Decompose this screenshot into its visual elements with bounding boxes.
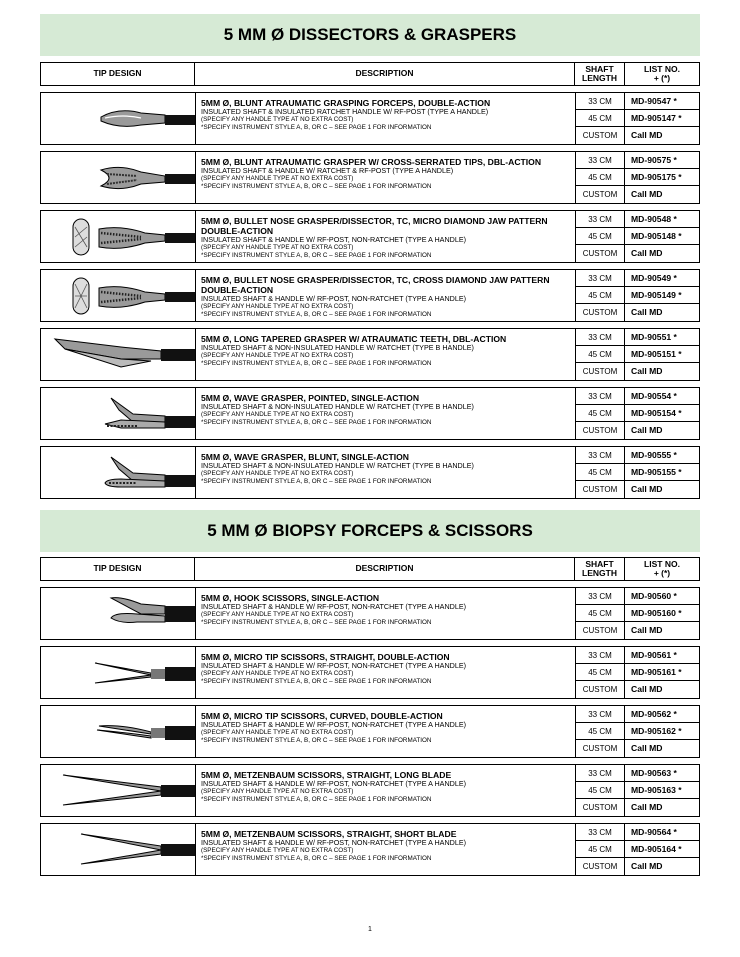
list-number-call: Call MD <box>631 743 663 753</box>
product-detail: INSULATED SHAFT & HANDLE W/ RF-POST, NON-RATCHET (TYPE A HANDLE) <box>201 235 467 244</box>
shaft-length-45: 45 CM <box>575 782 625 799</box>
shaft-length-33: 33 CM <box>575 152 625 169</box>
product-detail: INSULATED SHAFT & NON-INSULATED HANDLE W/ RATCHET (TYPE B HANDLE) <box>201 343 474 352</box>
shaft-length-custom: CUSTOM <box>575 422 625 439</box>
style-note: *SPECIFY INSTRUMENT STYLE A, B, OR C – SEE PAGE 1 FOR INFORMATION <box>201 795 432 803</box>
product-title: 5MM Ø, BLUNT ATRAUMATIC GRASPING FORCEPS, DOUBLE-ACTION <box>201 98 491 108</box>
style-note: *SPECIFY INSTRUMENT STYLE A, B, OR C – SEE PAGE 1 FOR INFORMATION <box>201 618 432 626</box>
product-title: 5MM Ø, WAVE GRASPER, BLUNT, SINGLE-ACTION <box>201 452 410 462</box>
table-row <box>40 823 700 876</box>
tip-design-cell <box>41 824 196 875</box>
table-row <box>40 210 700 263</box>
wave-grasper-blunt-icon <box>41 447 196 500</box>
list-number: MD-90564 * <box>625 824 699 841</box>
shaft-length-custom: CUSTOM <box>575 740 625 757</box>
list-number: MD-90561 * <box>625 647 699 664</box>
shaft-length-header: SHAFT LENGTH <box>575 558 625 580</box>
shaft-length-45: 45 CM <box>575 723 625 740</box>
page-number: 1 <box>368 926 372 933</box>
shaft-length-custom: CUSTOM <box>575 304 625 321</box>
product-title: 5MM Ø, WAVE GRASPER, POINTED, SINGLE-ACTION <box>201 393 420 403</box>
tip-design-cell <box>41 647 196 698</box>
shaft-length-45: 45 CM <box>575 110 625 127</box>
table-row <box>40 764 700 817</box>
product-title: 5MM Ø, LONG TAPERED GRASPER W/ ATRAUMATIC TEETH, DBL-ACTION <box>201 334 507 344</box>
long-tapered-grasper-icon <box>41 329 196 382</box>
list-number: MD-90555 * <box>625 447 699 464</box>
description-cell <box>201 711 571 744</box>
description-cell <box>201 98 571 131</box>
handle-note: (SPECIFY ANY HANDLE TYPE AT NO EXTRA COST) <box>201 175 354 183</box>
shaft-length-custom: CUSTOM <box>575 799 625 816</box>
tip-design-cell <box>41 588 196 639</box>
list-number: MD-90549 * <box>625 270 699 287</box>
product-detail: INSULATED SHAFT & INSULATED RATCHET HANDLE W/ RF-POST (TYPE A HANDLE) <box>201 107 489 116</box>
list-number: MD-90575 * <box>625 152 699 169</box>
list-number: MD-90562 * <box>625 706 699 723</box>
tip-design-cell <box>41 270 196 321</box>
list-number: MD-90547 * <box>625 93 699 110</box>
shaft-length-custom: CUSTOM <box>575 127 625 144</box>
list-number-call: Call MD <box>631 684 663 694</box>
shaft-length-45: 45 CM <box>575 287 625 304</box>
shaft-length-33: 33 CM <box>575 647 625 664</box>
list-number: MD-905175 * <box>625 169 699 186</box>
description-cell <box>201 593 571 626</box>
tip-design-cell <box>41 765 196 816</box>
shaft-length-33: 33 CM <box>575 588 625 605</box>
metzenbaum-long-blade-icon <box>41 765 196 818</box>
style-note: *SPECIFY INSTRUMENT STYLE A, B, OR C – SEE PAGE 1 FOR INFORMATION <box>201 359 432 367</box>
list-number-call: Call MD <box>631 307 663 317</box>
tip-design-cell <box>41 93 196 144</box>
shaft-length-33: 33 CM <box>575 706 625 723</box>
table-row <box>40 646 700 699</box>
list-no-header: LIST NO. + (*) <box>644 558 680 578</box>
style-note: *SPECIFY INSTRUMENT STYLE A, B, OR C – SEE PAGE 1 FOR INFORMATION <box>201 123 432 131</box>
shaft-length-45: 45 CM <box>575 405 625 422</box>
table-row <box>40 446 700 499</box>
list-number: MD-905163 * <box>625 782 699 799</box>
tip-design-cell <box>41 447 196 498</box>
product-title: 5MM Ø, METZENBAUM SCISSORS, STRAIGHT, LONG BLADE <box>201 770 452 780</box>
handle-note: (SPECIFY ANY HANDLE TYPE AT NO EXTRA COST) <box>201 411 354 419</box>
tip-design-cell <box>41 388 196 439</box>
description-cell <box>201 275 571 318</box>
list-number-call: Call MD <box>631 484 663 494</box>
list-number: MD-90560 * <box>625 588 699 605</box>
shaft-length-45: 45 CM <box>575 605 625 622</box>
tip-design-cell <box>41 329 196 380</box>
product-detail: INSULATED SHAFT & NON-INSULATED HANDLE W/ RATCHET (TYPE B HANDLE) <box>201 402 474 411</box>
list-number: MD-905147 * <box>625 110 699 127</box>
shaft-length-custom: CUSTOM <box>575 622 625 639</box>
handle-note: (SPECIFY ANY HANDLE TYPE AT NO EXTRA COST) <box>201 847 354 855</box>
tip-design-cell <box>41 706 196 757</box>
handle-note: (SPECIFY ANY HANDLE TYPE AT NO EXTRA COST) <box>201 611 354 619</box>
shaft-length-custom: CUSTOM <box>575 858 625 875</box>
shaft-length-header: SHAFT LENGTH <box>575 63 625 85</box>
shaft-length-custom: CUSTOM <box>575 481 625 498</box>
list-number: MD-90548 * <box>625 211 699 228</box>
handle-note: (SPECIFY ANY HANDLE TYPE AT NO EXTRA COST) <box>201 729 354 737</box>
shaft-length-custom: CUSTOM <box>575 363 625 380</box>
table-row <box>40 705 700 758</box>
style-note: *SPECIFY INSTRUMENT STYLE A, B, OR C – SEE PAGE 1 FOR INFORMATION <box>201 736 432 744</box>
section-title-dissectors: 5 MM Ø DISSECTORS & GRASPERS <box>40 14 700 56</box>
product-detail: INSULATED SHAFT & HANDLE W/ RF-POST, NON-RATCHET (TYPE A HANDLE) <box>201 294 467 303</box>
shaft-length-45: 45 CM <box>575 464 625 481</box>
product-detail: INSULATED SHAFT & HANDLE W/ RATCHET & RF-POST (TYPE A HANDLE) <box>201 166 454 175</box>
hook-scissors-icon <box>41 588 196 641</box>
handle-note: (SPECIFY ANY HANDLE TYPE AT NO EXTRA COST) <box>201 788 354 796</box>
list-number: MD-905149 * <box>625 287 699 304</box>
product-title: 5MM Ø, MICRO TIP SCISSORS, CURVED, DOUBLE-ACTION <box>201 711 443 721</box>
cross-diamond-jaw-icon <box>41 270 196 323</box>
product-detail: INSULATED SHAFT & NON-INSULATED HANDLE W/ RATCHET (TYPE B HANDLE) <box>201 461 474 470</box>
wave-grasper-pointed-icon <box>41 388 196 441</box>
product-title: 5MM Ø, METZENBAUM SCISSORS, STRAIGHT, SHORT BLADE <box>201 829 457 839</box>
table-row <box>40 92 700 145</box>
list-number-call: Call MD <box>631 130 663 140</box>
shaft-length-45: 45 CM <box>575 346 625 363</box>
style-note: *SPECIFY INSTRUMENT STYLE A, B, OR C – SEE PAGE 1 FOR INFORMATION <box>201 418 432 426</box>
list-number-call: Call MD <box>631 861 663 871</box>
table-row <box>40 269 700 322</box>
shaft-length-45: 45 CM <box>575 228 625 245</box>
shaft-length-33: 33 CM <box>575 93 625 110</box>
shaft-length-33: 33 CM <box>575 765 625 782</box>
product-detail: INSULATED SHAFT & HANDLE W/ RF-POST, NON-RATCHET (TYPE A HANDLE) <box>201 720 467 729</box>
style-note: *SPECIFY INSTRUMENT STYLE A, B, OR C – SEE PAGE 1 FOR INFORMATION <box>201 310 432 318</box>
product-title: 5MM Ø, BLUNT ATRAUMATIC GRASPER W/ CROSS-SERRATED TIPS, DBL-ACTION <box>201 157 542 167</box>
shaft-length-33: 33 CM <box>575 270 625 287</box>
description-cell <box>201 829 571 862</box>
shaft-length-33: 33 CM <box>575 211 625 228</box>
handle-note: (SPECIFY ANY HANDLE TYPE AT NO EXTRA COST) <box>201 352 354 360</box>
metzenbaum-short-blade-icon <box>41 824 196 877</box>
list-number: MD-905164 * <box>625 841 699 858</box>
list-number-call: Call MD <box>631 802 663 812</box>
product-title: 5MM Ø, MICRO TIP SCISSORS, STRAIGHT, DOUBLE-ACTION <box>201 652 450 662</box>
shaft-length-33: 33 CM <box>575 388 625 405</box>
list-number: MD-905161 * <box>625 664 699 681</box>
description-cell <box>201 157 571 190</box>
section-title-biopsy: 5 MM Ø BIOPSY FORCEPS & SCISSORS <box>40 510 700 552</box>
list-number: MD-905154 * <box>625 405 699 422</box>
list-number: MD-90554 * <box>625 388 699 405</box>
tip-design-header: TIP DESIGN <box>41 558 195 580</box>
tip-design-cell <box>41 152 196 203</box>
product-detail: INSULATED SHAFT & HANDLE W/ RF-POST, NON-RATCHET (TYPE A HANDLE) <box>201 838 467 847</box>
table-header <box>40 62 700 86</box>
table-row <box>40 387 700 440</box>
shaft-length-33: 33 CM <box>575 329 625 346</box>
table-header <box>40 557 700 581</box>
style-note: *SPECIFY INSTRUMENT STYLE A, B, OR C – SEE PAGE 1 FOR INFORMATION <box>201 251 432 259</box>
description-cell <box>201 216 571 259</box>
description-cell <box>201 452 571 485</box>
table-row <box>40 328 700 381</box>
shaft-length-45: 45 CM <box>575 169 625 186</box>
tip-design-cell <box>41 211 196 262</box>
list-number: MD-905151 * <box>625 346 699 363</box>
table-row <box>40 151 700 204</box>
handle-note: (SPECIFY ANY HANDLE TYPE AT NO EXTRA COST) <box>201 670 354 678</box>
product-detail: INSULATED SHAFT & HANDLE W/ RF-POST, NON-RATCHET (TYPE A HANDLE) <box>201 661 467 670</box>
product-title: 5MM Ø, BULLET NOSE GRASPER/DISSECTOR, TC, CROSS DIAMOND JAW PATTERN DOUBLE-ACTION <box>201 275 550 295</box>
shaft-length-custom: CUSTOM <box>575 186 625 203</box>
style-note: *SPECIFY INSTRUMENT STYLE A, B, OR C – SEE PAGE 1 FOR INFORMATION <box>201 677 432 685</box>
description-cell <box>201 334 571 367</box>
shaft-length-33: 33 CM <box>575 824 625 841</box>
description-cell <box>201 652 571 685</box>
list-no-header: LIST NO. + (*) <box>644 63 680 83</box>
list-number: MD-90551 * <box>625 329 699 346</box>
style-note: *SPECIFY INSTRUMENT STYLE A, B, OR C – SEE PAGE 1 FOR INFORMATION <box>201 182 432 190</box>
list-number-call: Call MD <box>631 425 663 435</box>
table-row <box>40 587 700 640</box>
description-cell <box>201 770 571 803</box>
description-header: DESCRIPTION <box>195 63 575 85</box>
shaft-length-custom: CUSTOM <box>575 681 625 698</box>
list-number-call: Call MD <box>631 248 663 258</box>
list-number: MD-905155 * <box>625 464 699 481</box>
list-number-call: Call MD <box>631 366 663 376</box>
shaft-length-45: 45 CM <box>575 841 625 858</box>
micro-tip-scissors-straight-icon <box>41 647 196 700</box>
handle-note: (SPECIFY ANY HANDLE TYPE AT NO EXTRA COST) <box>201 244 354 252</box>
style-note: *SPECIFY INSTRUMENT STYLE A, B, OR C – SEE PAGE 1 FOR INFORMATION <box>201 854 432 862</box>
list-number-call: Call MD <box>631 189 663 199</box>
shaft-length-custom: CUSTOM <box>575 245 625 262</box>
tip-design-header: TIP DESIGN <box>41 63 195 85</box>
handle-note: (SPECIFY ANY HANDLE TYPE AT NO EXTRA COST) <box>201 470 354 478</box>
list-number: MD-905162 * <box>625 723 699 740</box>
cross-serrated-grasper-icon <box>41 152 196 205</box>
style-note: *SPECIFY INSTRUMENT STYLE A, B, OR C – SEE PAGE 1 FOR INFORMATION <box>201 477 432 485</box>
product-detail: INSULATED SHAFT & HANDLE W/ RF-POST, NON-RATCHET (TYPE A HANDLE) <box>201 779 467 788</box>
product-title: 5MM Ø, BULLET NOSE GRASPER/DISSECTOR, TC, MICRO DIAMOND JAW PATTERN DOUBLE-ACTION <box>201 216 548 236</box>
product-detail: INSULATED SHAFT & HANDLE W/ RF-POST, NON-RATCHET (TYPE A HANDLE) <box>201 602 467 611</box>
product-title: 5MM Ø, HOOK SCISSORS, SINGLE-ACTION <box>201 593 380 603</box>
list-number: MD-90563 * <box>625 765 699 782</box>
list-number-call: Call MD <box>631 625 663 635</box>
handle-note: (SPECIFY ANY HANDLE TYPE AT NO EXTRA COST) <box>201 303 354 311</box>
description-cell <box>201 393 571 426</box>
list-number: MD-905160 * <box>625 605 699 622</box>
list-number: MD-905148 * <box>625 228 699 245</box>
shaft-length-33: 33 CM <box>575 447 625 464</box>
blunt-grasper-icon <box>41 93 196 146</box>
description-header: DESCRIPTION <box>195 558 575 580</box>
micro-diamond-jaw-icon <box>41 211 196 264</box>
micro-tip-scissors-curved-icon <box>41 706 196 759</box>
shaft-length-45: 45 CM <box>575 664 625 681</box>
handle-note: (SPECIFY ANY HANDLE TYPE AT NO EXTRA COST) <box>201 116 354 124</box>
